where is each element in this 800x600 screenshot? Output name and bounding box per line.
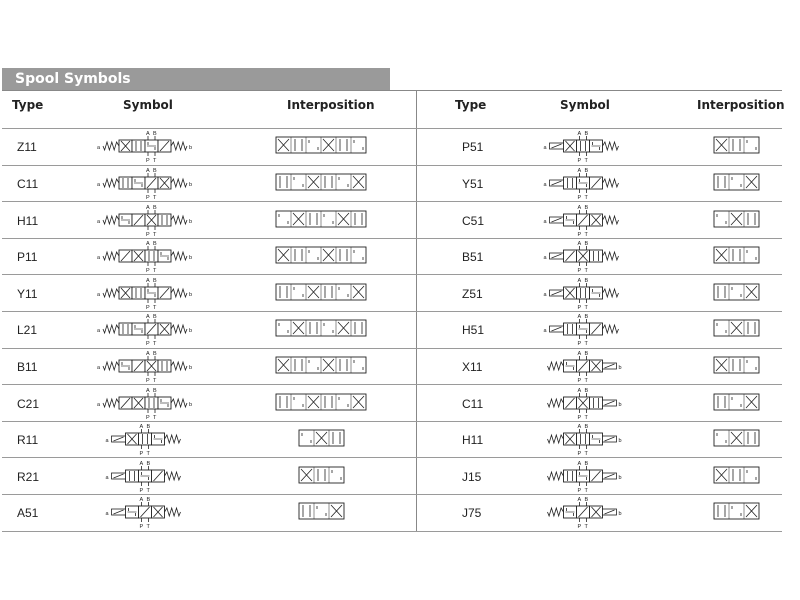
spool-type: R21 <box>17 469 40 484</box>
interposition-symbol <box>713 319 762 339</box>
port-label: T <box>584 158 588 165</box>
port-label: B <box>153 277 157 284</box>
end-label: a <box>105 474 109 481</box>
port-label: T <box>153 414 157 421</box>
spool-symbol <box>85 348 205 384</box>
port-label: P <box>577 231 582 238</box>
port-label: P <box>146 414 150 421</box>
end-label: a <box>543 291 547 298</box>
port-label: P <box>577 304 582 311</box>
interposition-symbol <box>275 319 369 339</box>
spool-type: H51 <box>462 323 485 338</box>
row-separator-left <box>2 457 416 458</box>
spool-type: C51 <box>462 213 485 228</box>
port-label: A <box>139 497 144 504</box>
port-label: P <box>577 158 582 165</box>
row-separator-left <box>2 238 416 239</box>
spool-symbol <box>523 458 643 494</box>
port-label: A <box>146 167 150 174</box>
port-label: T <box>584 268 588 275</box>
spool-type: P11 <box>17 250 38 265</box>
port-label: B <box>146 424 151 431</box>
col-header-type-right: Type <box>455 98 487 112</box>
port-label: P <box>146 268 150 275</box>
port-label: T <box>153 158 157 165</box>
row-separator-left <box>2 201 416 202</box>
end-label: b <box>189 255 193 262</box>
spool-symbol <box>85 128 205 164</box>
end-label: b <box>618 511 622 518</box>
interposition-symbol <box>275 246 369 266</box>
end-label: b <box>618 401 622 408</box>
row-separator-left <box>2 274 416 275</box>
spool-type: L21 <box>17 323 38 338</box>
port-label: A <box>577 424 582 431</box>
end-label: b <box>618 364 622 371</box>
spool-type: J15 <box>462 469 482 484</box>
spool-symbol <box>523 421 643 457</box>
port-label: B <box>584 167 589 174</box>
port-label: P <box>577 268 582 275</box>
end-label: b <box>189 218 193 225</box>
port-label: A <box>139 424 144 431</box>
port-label: A <box>577 204 582 211</box>
interposition-symbol <box>275 356 369 376</box>
spool-symbol <box>523 494 643 530</box>
spool-type: R11 <box>17 433 39 448</box>
col-header-symbol-right: Symbol <box>560 98 610 112</box>
end-label: a <box>105 438 109 445</box>
port-label: P <box>139 487 144 494</box>
spool-symbol <box>85 494 205 530</box>
interposition-symbol <box>298 429 347 449</box>
spool-symbol <box>85 458 205 494</box>
port-label: T <box>146 451 150 458</box>
port-label: T <box>584 524 588 531</box>
port-label: P <box>139 451 144 458</box>
port-label: B <box>584 424 589 431</box>
end-label: a <box>543 145 547 152</box>
end-label: a <box>543 328 547 335</box>
row-separator-left <box>2 384 416 385</box>
end-label: b <box>618 438 622 445</box>
port-label: P <box>139 524 144 531</box>
row-separator-left <box>2 531 416 532</box>
port-label: T <box>153 194 157 201</box>
port-label: P <box>577 487 582 494</box>
row-separator-left <box>2 348 416 349</box>
col-header-interposition-left: Interposition <box>287 98 375 112</box>
port-label: A <box>146 314 150 321</box>
interposition-symbol <box>713 502 762 522</box>
port-label: T <box>584 341 588 348</box>
interposition-symbol <box>275 283 369 303</box>
port-label: P <box>577 194 582 201</box>
spool-type: Y51 <box>462 176 484 191</box>
port-label: B <box>584 460 589 467</box>
interposition-symbol <box>298 502 347 522</box>
end-label: a <box>543 218 547 225</box>
port-label: T <box>153 268 157 275</box>
interposition-symbol <box>298 466 347 486</box>
port-label: A <box>146 131 150 138</box>
row-separator-left <box>2 311 416 312</box>
end-label: a <box>105 511 109 518</box>
port-label: B <box>153 241 157 248</box>
port-label: T <box>146 487 150 494</box>
spool-symbol <box>85 311 205 347</box>
spool-type: P51 <box>462 140 484 155</box>
end-label: b <box>618 474 622 481</box>
end-label: b <box>189 401 193 408</box>
port-label: B <box>584 314 589 321</box>
end-label: a <box>97 364 101 371</box>
interposition-symbol <box>713 429 762 449</box>
spool-symbol <box>523 385 643 421</box>
end-label: a <box>97 328 101 335</box>
section-header <box>2 68 390 90</box>
spool-symbol <box>85 275 205 311</box>
port-label: A <box>146 387 150 394</box>
port-label: A <box>577 350 582 357</box>
spool-symbol <box>85 421 205 457</box>
row-separator-left <box>2 494 416 495</box>
spool-symbol <box>85 385 205 421</box>
port-label: A <box>146 204 150 211</box>
port-label: T <box>584 451 588 458</box>
interposition-symbol <box>713 466 762 486</box>
port-label: B <box>153 387 157 394</box>
spool-type: J75 <box>462 506 482 521</box>
port-label: P <box>146 194 150 201</box>
port-label: T <box>584 304 588 311</box>
spool-type: A51 <box>17 506 39 521</box>
end-label: a <box>543 255 547 262</box>
port-label: A <box>577 241 582 248</box>
interposition-symbol <box>713 356 762 376</box>
spool-type: C11 <box>462 396 484 411</box>
port-label: T <box>584 487 588 494</box>
port-label: T <box>153 341 157 348</box>
port-label: A <box>577 167 582 174</box>
spool-type: H11 <box>462 433 484 448</box>
row-separator-right <box>416 531 782 532</box>
port-label: T <box>584 231 588 238</box>
port-label: B <box>153 314 157 321</box>
spool-symbol <box>523 165 643 201</box>
port-label: P <box>146 377 150 384</box>
end-label: a <box>97 218 101 225</box>
row-separator-left <box>2 128 416 129</box>
port-label: T <box>584 194 588 201</box>
port-label: T <box>153 304 157 311</box>
port-label: T <box>146 524 150 531</box>
end-label: b <box>189 328 193 335</box>
port-label: P <box>146 158 150 165</box>
port-label: B <box>153 204 157 211</box>
interposition-symbol <box>713 246 762 266</box>
port-label: P <box>577 524 582 531</box>
port-label: B <box>153 350 157 357</box>
row-separator-left <box>2 421 416 422</box>
end-label: b <box>189 291 193 298</box>
port-label: A <box>146 241 150 248</box>
spool-type: Y11 <box>17 286 38 301</box>
port-label: B <box>146 497 151 504</box>
section-title: Spool Symbols <box>15 71 131 87</box>
port-label: B <box>584 387 589 394</box>
row-separator-left <box>2 165 416 166</box>
port-label: A <box>577 131 582 138</box>
end-label: a <box>543 181 547 188</box>
port-label: A <box>146 277 150 284</box>
port-label: B <box>153 167 157 174</box>
port-label: B <box>153 131 157 138</box>
spool-symbol <box>523 311 643 347</box>
port-label: P <box>577 414 582 421</box>
spool-type: H11 <box>17 213 39 228</box>
spool-type: X11 <box>462 359 483 374</box>
end-label: b <box>189 145 193 152</box>
port-label: P <box>146 341 150 348</box>
end-label: a <box>97 255 101 262</box>
interposition-symbol <box>275 210 369 230</box>
header-rule-left <box>2 90 416 91</box>
interposition-symbol <box>275 173 369 193</box>
interposition-symbol <box>713 283 762 303</box>
interposition-symbol <box>713 393 762 413</box>
end-label: a <box>97 145 101 152</box>
spool-type: C21 <box>17 396 40 411</box>
end-label: b <box>189 364 193 371</box>
spool-type: Z11 <box>17 140 37 155</box>
port-label: P <box>577 377 582 384</box>
end-label: a <box>97 181 101 188</box>
port-label: A <box>146 350 150 357</box>
interposition-symbol <box>275 393 369 413</box>
spool-symbol <box>523 202 643 238</box>
spool-type: B51 <box>462 250 484 265</box>
port-label: A <box>577 387 582 394</box>
port-label: A <box>577 497 582 504</box>
interposition-symbol <box>713 136 762 156</box>
port-label: A <box>577 314 582 321</box>
col-header-interposition-right: Interposition <box>697 98 785 112</box>
spool-symbol <box>523 128 643 164</box>
port-label: A <box>577 277 582 284</box>
port-label: A <box>577 460 582 467</box>
spool-symbol <box>85 238 205 274</box>
end-label: b <box>189 181 193 188</box>
spool-type: B11 <box>17 359 38 374</box>
spool-symbol <box>85 202 205 238</box>
port-label: B <box>584 277 589 284</box>
port-label: T <box>153 377 157 384</box>
port-label: B <box>584 131 589 138</box>
col-header-symbol-left: Symbol <box>123 98 173 112</box>
port-label: B <box>584 497 589 504</box>
port-label: P <box>146 231 150 238</box>
port-label: B <box>584 241 589 248</box>
end-label: a <box>97 291 101 298</box>
interposition-symbol <box>713 210 762 230</box>
spool-symbol <box>523 348 643 384</box>
port-label: T <box>584 377 588 384</box>
port-label: P <box>577 451 582 458</box>
interposition-symbol <box>275 136 369 156</box>
spool-symbol <box>85 165 205 201</box>
header-rule-right <box>416 90 782 91</box>
port-label: P <box>577 341 582 348</box>
end-label: a <box>97 401 101 408</box>
spool-symbol <box>523 275 643 311</box>
interposition-symbol <box>713 173 762 193</box>
port-label: T <box>153 231 157 238</box>
port-label: B <box>584 350 589 357</box>
col-header-type-left: Type <box>12 98 44 112</box>
port-label: B <box>584 204 589 211</box>
spool-type: Z51 <box>462 286 483 301</box>
port-label: T <box>584 414 588 421</box>
spool-symbol <box>523 238 643 274</box>
port-label: B <box>146 460 151 467</box>
spool-type: C11 <box>17 176 39 191</box>
port-label: P <box>146 304 150 311</box>
port-label: A <box>139 460 144 467</box>
